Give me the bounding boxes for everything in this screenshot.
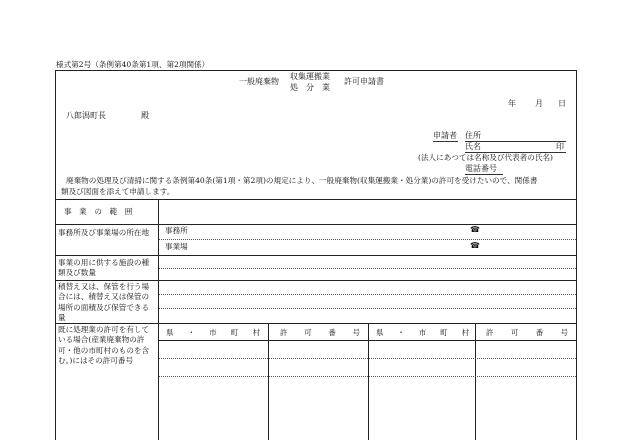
header-char: 県 xyxy=(166,328,174,337)
telephone-icon: ☎ xyxy=(470,225,480,234)
header-char: 許 xyxy=(486,328,494,337)
prefecture-city-header-2 xyxy=(376,329,469,336)
header-char: 許 xyxy=(280,328,288,337)
phone-label: 電話番号 xyxy=(465,164,497,173)
office-label: 事務所 xyxy=(165,226,188,235)
title-prefix: 一般廃棄物 xyxy=(239,77,279,86)
frame-top xyxy=(55,70,576,71)
header-char: 可 xyxy=(510,328,519,337)
header-char: 可 xyxy=(304,328,312,337)
title-suffix: 許可申請書 xyxy=(344,77,384,86)
address-label: 住所 xyxy=(465,131,481,140)
scope-label: 事 業 の 範 囲 xyxy=(64,207,133,216)
header-char: 村 xyxy=(252,328,260,337)
addressee-name: 八郎潟町長 xyxy=(66,111,106,120)
facility-input-area[interactable] xyxy=(159,256,575,279)
scope-input-area[interactable] xyxy=(159,200,575,223)
seal-mark: 印 xyxy=(556,142,564,151)
body-text-line2: 類及び図面を添えて申請します。 xyxy=(61,187,175,196)
transfer-storage-label: 積替え又は、保管を行う場合には、積替え又は保管の場所の面積及び保管できる量 xyxy=(58,282,150,323)
title-type-collection: 収集運搬業 xyxy=(290,72,330,81)
prefecture-city-header-1 xyxy=(166,329,260,336)
date-year-label: 年 xyxy=(508,99,516,108)
form-number: 様式第2号（条例第40条第1項、第2項関係） xyxy=(56,60,210,69)
name-label: 氏名 xyxy=(465,142,481,151)
permit-number-cell-2[interactable] xyxy=(476,341,575,440)
header-char: 番 xyxy=(328,328,336,337)
permit-pref-city-cell-1[interactable] xyxy=(159,341,267,440)
header-char: 町 xyxy=(230,328,239,337)
header-char: 号 xyxy=(560,328,568,337)
date-month-label: 月 xyxy=(535,99,543,108)
date-day-label: 日 xyxy=(558,99,566,108)
header-char: ・ xyxy=(187,328,196,337)
body-text-line1: 廃棄物の処理及び清掃に関する条例第40条(第1項・第2項)の規定により、一般廃棄物(収集運搬業・処分業)の許可を受けたいので、関係書 xyxy=(66,176,538,185)
header-char: 番 xyxy=(535,328,544,337)
header-char: 市 xyxy=(209,328,217,337)
phone-field-line[interactable] xyxy=(465,174,503,175)
header-char: 市 xyxy=(418,328,427,337)
header-char: 町 xyxy=(440,328,448,337)
frame-right xyxy=(576,70,577,440)
addressee-honorific: 殿 xyxy=(141,111,149,120)
office-separator xyxy=(159,239,576,240)
header-char: 村 xyxy=(461,328,469,337)
telephone-icon: ☎ xyxy=(470,241,480,250)
header-char: 号 xyxy=(352,328,360,337)
applicant-label: 申請者 xyxy=(433,131,457,140)
permit-number-cell-1[interactable] xyxy=(269,341,367,440)
permit-number-header-2 xyxy=(486,329,568,336)
permit-number-header-1 xyxy=(280,329,360,336)
site-address-field[interactable] xyxy=(200,241,460,254)
existing-permit-label: 既に処理業の許可を有している場合(産業廃棄物の許可・他の市町村のものを含む。)にはその許可番号 xyxy=(58,325,150,366)
location-label: 事務所及び事業場の所在地 xyxy=(58,228,150,237)
corporate-name-note: (法人にあつては名称及び代表者の氏名) xyxy=(418,153,554,162)
header-char: 県 xyxy=(376,328,384,337)
header-char: ・ xyxy=(397,328,405,337)
title-type-disposal: 処 分 業 xyxy=(290,83,330,92)
facility-label: 事業の用に供する施設の種類及び数量 xyxy=(58,258,150,278)
site-label: 事業場 xyxy=(165,242,188,251)
office-address-field[interactable] xyxy=(200,225,460,238)
applicant-label-underline xyxy=(433,141,458,142)
transfer-storage-input-area[interactable] xyxy=(159,281,575,322)
permit-pref-city-cell-2[interactable] xyxy=(369,341,474,440)
